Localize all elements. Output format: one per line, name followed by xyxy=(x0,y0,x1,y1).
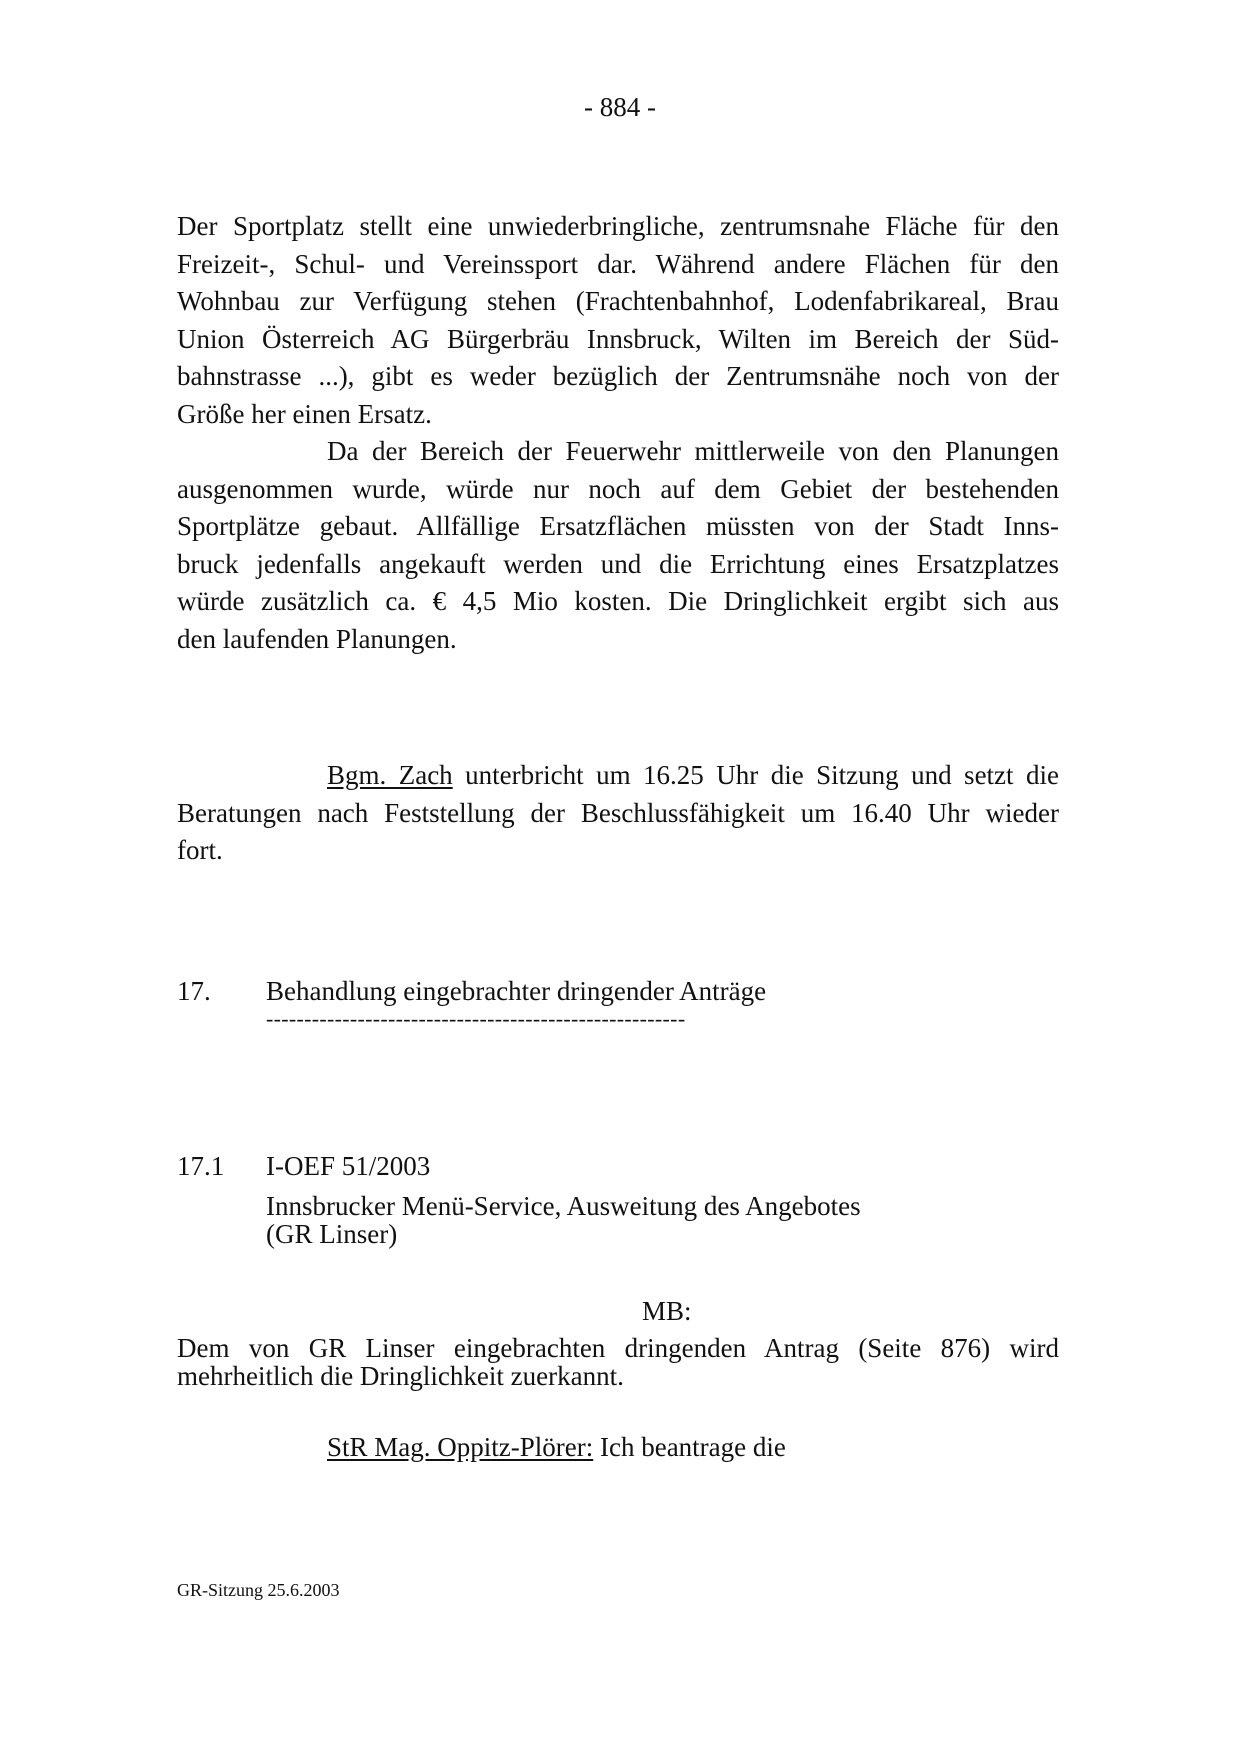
item-title: Behandlung eingebrachter dringender Anträge xyxy=(266,976,767,1006)
paragraph-sportplatz xyxy=(177,208,1059,433)
text-line: Der Sportplatz stellt eine unwiederbringliche, zentrumsnahe Fläche für den xyxy=(177,211,1059,241)
subitem-author: (GR Linser) xyxy=(266,1219,398,1249)
text-line: bruck jedenfalls angekauft werden und die Errichtung eines Ersatzplatzes xyxy=(177,548,1059,579)
text-line: mehrheitlich die Dringlichkeit zuerkannt. xyxy=(177,1361,624,1391)
item-number: 17. xyxy=(177,976,211,1006)
subitem-number: 17.1 xyxy=(177,1151,225,1181)
paragraph-unterbrechung xyxy=(177,757,1059,870)
page-number: - 884 - xyxy=(584,92,656,122)
subitem-code: I-OEF 51/2003 xyxy=(266,1151,431,1181)
speaker-name: StR Mag. Oppitz-Plörer: xyxy=(327,1432,594,1462)
decision-text xyxy=(177,1334,1059,1390)
text-line: bahnstrasse ...), gibt es weder bezüglich der Zentrumsnähe noch von der xyxy=(177,361,1059,391)
text-line: Da der Bereich der Feuerwehr mittlerweile von den Planungen xyxy=(327,436,1059,466)
text-line: würde zusätzlich ca. € 4,5 Mio kosten. Die Dringlichkeit ergibt sich aus xyxy=(177,586,1059,616)
text-segment: Ich beantrage die xyxy=(593,1432,786,1462)
text-line: Sportplätze gebaut. Allfällige Ersatzflächen müssten von der Stadt Inns- xyxy=(177,511,1059,541)
text-line: Freizeit-, Schul- und Vereinssport dar. Während andere Flächen für den xyxy=(177,248,1059,279)
footer-session-date: GR-Sitzung 25.6.2003 xyxy=(177,1580,340,1600)
text-line: Größe her einen Ersatz. xyxy=(177,398,432,429)
mb-label: MB: xyxy=(642,1296,692,1326)
text-line xyxy=(177,757,1059,795)
paragraph-feuerwehr xyxy=(177,433,1059,658)
text-line: den laufenden Planungen. xyxy=(177,623,457,654)
text-line: Dem von GR Linser eingebrachten dringenden Antrag (Seite 876) wird xyxy=(177,1333,1059,1363)
paragraph-antrag xyxy=(327,1432,786,1462)
text-line: fort. xyxy=(177,835,223,865)
text-line: Union Österreich AG Bürgerbräu Innsbruck, Wilten im Bereich der Süd- xyxy=(177,323,1059,354)
text-line: Beratungen nach Feststellung der Beschlussfähigkeit um 16.40 Uhr wieder xyxy=(177,797,1059,828)
subitem-subject: Innsbrucker Menü-Service, Ausweitung des Angebotes xyxy=(266,1191,861,1221)
title-underline-dashes: ------------------------------------------------------- xyxy=(266,1006,686,1031)
speaker-name: Bgm. Zach xyxy=(327,760,453,790)
text-segment: unterbricht um 16.25 Uhr die Sitzung und setzt die xyxy=(452,760,1059,790)
text-line: Wohnbau zur Verfügung stehen (Frachtenbahnhof, Lodenfabrikareal, Brau xyxy=(177,286,1059,316)
text-line: ausgenommen wurde, würde nur noch auf dem Gebiet der bestehenden xyxy=(177,473,1059,504)
